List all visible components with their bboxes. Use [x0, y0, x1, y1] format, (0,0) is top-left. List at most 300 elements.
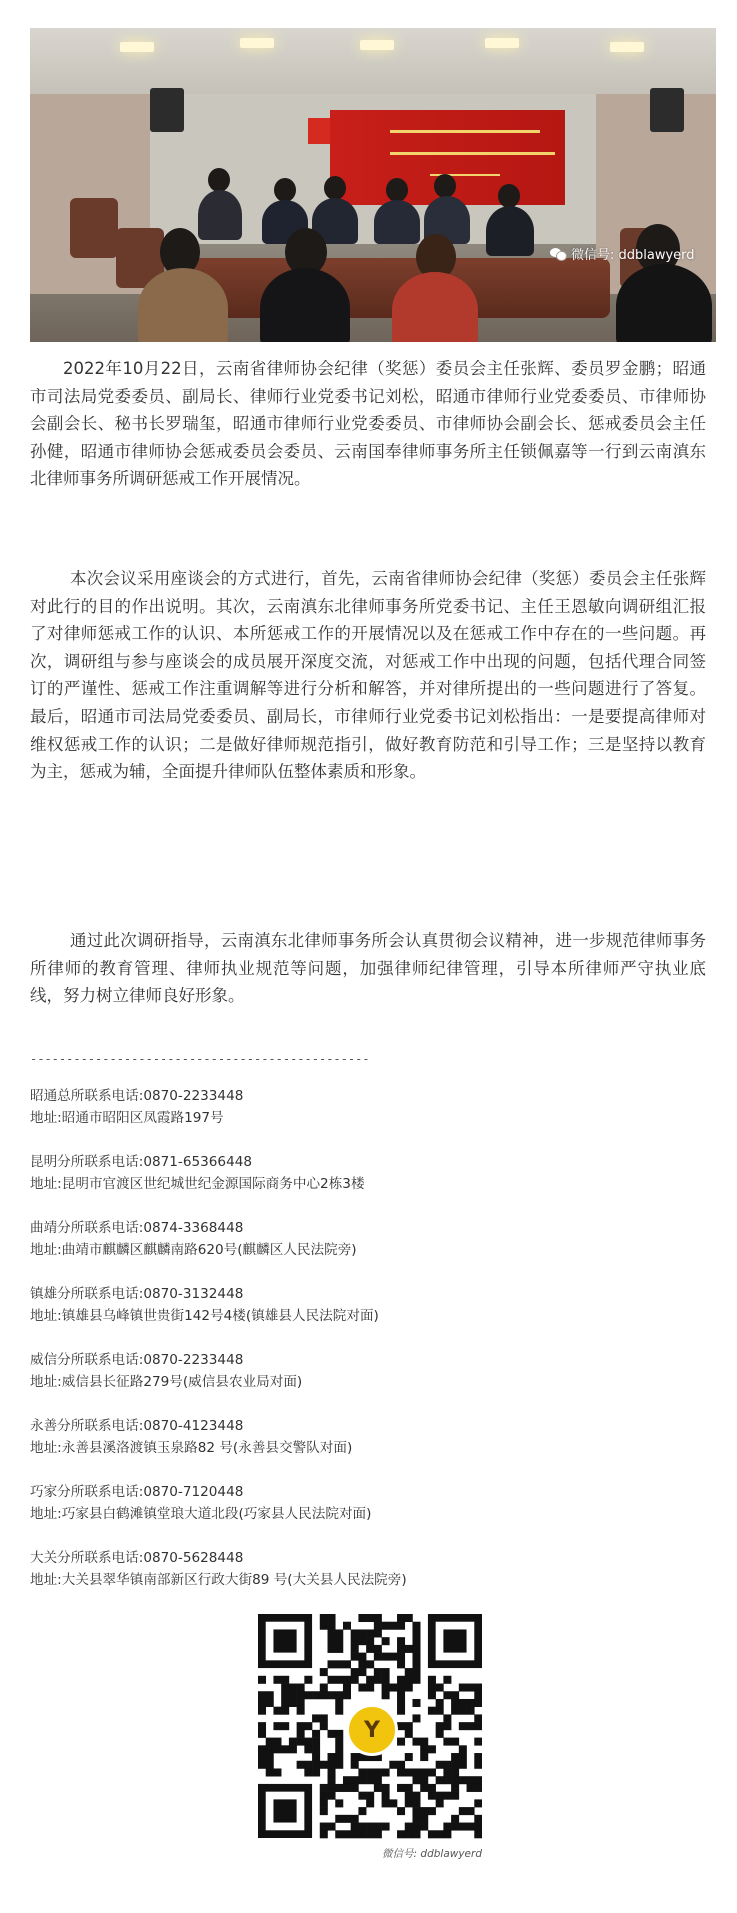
qr-module — [420, 1776, 428, 1784]
qr-module — [443, 1761, 451, 1769]
speaker — [650, 88, 684, 132]
qr-module — [328, 1776, 336, 1784]
qr-module — [412, 1823, 420, 1831]
qr-module — [358, 1637, 366, 1645]
qr-module — [343, 1784, 351, 1792]
qr-module — [258, 1745, 266, 1753]
qr-module — [397, 1660, 405, 1668]
contact-item — [30, 1283, 630, 1327]
contact-address: 地址:镇雄县乌峰镇世贵街142号4楼(镇雄县人民法院对面) — [30, 1308, 379, 1324]
qr-module — [335, 1815, 343, 1823]
qr-module — [451, 1699, 459, 1707]
qr-module — [467, 1784, 475, 1792]
qr-module — [443, 1714, 451, 1722]
qr-module — [335, 1784, 343, 1792]
contact-phone: 昭通总所联系电话:0870-2233448 — [30, 1088, 244, 1104]
ceiling-light — [240, 38, 274, 48]
contact-phone: 镇雄分所联系电话:0870-3132448 — [30, 1286, 244, 1302]
qr-module — [389, 1761, 397, 1769]
qr-module — [358, 1684, 366, 1692]
qr-module — [258, 1761, 266, 1769]
qr-module — [459, 1753, 467, 1761]
qr-module — [412, 1622, 420, 1630]
qr-module — [281, 1707, 289, 1715]
banner-text-line — [390, 130, 540, 133]
qr-finder-pattern — [273, 1799, 296, 1822]
qr-module — [335, 1745, 343, 1753]
qr-module — [266, 1738, 274, 1746]
qr-module — [405, 1753, 413, 1761]
contact-address: 地址:曲靖市麒麟区麒麟南路620号(麒麟区人民法院旁) — [30, 1242, 357, 1258]
qr-module — [389, 1653, 397, 1661]
qr-module — [474, 1714, 482, 1722]
qr-module — [428, 1792, 436, 1800]
attendee — [392, 272, 478, 342]
qr-module — [428, 1768, 436, 1776]
qr-module — [258, 1699, 266, 1707]
qr-module — [428, 1684, 436, 1692]
qr-module — [459, 1722, 467, 1730]
qr-module — [258, 1753, 266, 1761]
contact-list — [30, 1085, 630, 1613]
attendee — [324, 176, 346, 200]
qr-module — [420, 1738, 428, 1746]
qr-module — [412, 1699, 420, 1707]
contact-address: 地址:昭通市昭阳区凤霞路197号 — [30, 1110, 224, 1126]
qr-module — [358, 1768, 366, 1776]
qr-module — [474, 1799, 482, 1807]
qr-module — [358, 1660, 366, 1668]
qr-module — [382, 1637, 390, 1645]
qr-module — [343, 1676, 351, 1684]
qr-module — [320, 1714, 328, 1722]
contact-phone: 巧家分所联系电话:0870-7120448 — [30, 1484, 244, 1500]
qr-module — [405, 1799, 413, 1807]
qr-module — [459, 1707, 467, 1715]
qr-module — [397, 1676, 405, 1684]
qr-module — [405, 1730, 413, 1738]
qr-module — [304, 1691, 312, 1699]
qr-module — [312, 1753, 320, 1761]
qr-module — [343, 1622, 351, 1630]
qr-module — [374, 1830, 382, 1838]
qr-module — [320, 1799, 328, 1807]
qr-module — [397, 1622, 405, 1630]
attendee — [198, 190, 242, 240]
qr-module — [328, 1660, 336, 1668]
qr-module — [312, 1691, 320, 1699]
qr-module — [474, 1722, 482, 1730]
qr-module — [459, 1807, 467, 1815]
qr-module — [428, 1807, 436, 1815]
qr-module — [428, 1784, 436, 1792]
qr-caption: 微信号: ddblawyerd — [382, 1848, 482, 1860]
qr-module — [335, 1676, 343, 1684]
divider: ----------------------------------------------- — [30, 1052, 370, 1066]
qr-module — [335, 1761, 343, 1769]
qr-module — [412, 1830, 420, 1838]
qr-module — [389, 1684, 397, 1692]
qr-module — [258, 1691, 266, 1699]
contact-item — [30, 1151, 630, 1195]
qr-module — [358, 1830, 366, 1838]
contact-phone: 昆明分所联系电话:0871-65366448 — [30, 1154, 253, 1170]
qr-module — [420, 1768, 428, 1776]
qr-module — [397, 1684, 405, 1692]
qr-module — [397, 1807, 405, 1815]
qr-module — [467, 1722, 475, 1730]
qr-module — [382, 1823, 390, 1831]
qr-module — [397, 1830, 405, 1838]
qr-module — [320, 1691, 328, 1699]
qr-module — [351, 1645, 359, 1653]
qr-module — [312, 1730, 320, 1738]
qr-module — [382, 1676, 390, 1684]
qr-module — [412, 1807, 420, 1815]
qr-module — [343, 1684, 351, 1692]
qr-module — [382, 1768, 390, 1776]
qr-module — [312, 1745, 320, 1753]
qr-module — [374, 1768, 382, 1776]
contact-item — [30, 1547, 630, 1591]
qr-module — [297, 1722, 305, 1730]
qr-module — [358, 1668, 366, 1676]
attendee — [274, 178, 296, 202]
qr-module — [374, 1614, 382, 1622]
contact-item — [30, 1217, 630, 1261]
qr-module — [374, 1676, 382, 1684]
qr-module — [335, 1830, 343, 1838]
qr-module — [320, 1792, 328, 1800]
article-paragraph-2: 本次会议采用座谈会的方式进行，首先，云南省律师协会纪律（奖惩）委员会主任张辉对此行的目的作出说明。其次，云南滇东北律师事务所党委书记、主任王恩敏向调研组汇报了对律师惩戒工作的认识、本所惩戒工作的开展情况以及在惩戒工作中存在的一些问题。再次，调研组与参与座谈会的成员展开深度交流，对惩戒工作中出现的问题，包括代理合同签订的严谨性、惩戒工作注重调解等进行分析和解答，并对律所提出的一些问题进行了答复。最后，昭通市司法局党委委员、副局长，市律师行业党委书记刘松指出：一是要提高律师对维权惩戒工作的认识；二是做好律师规范指引，做好教育防范和引导工作；三是坚持以教育为主，惩戒为辅，全面提升律师队伍整体素质和形象。 — [30, 569, 706, 782]
qr-module — [281, 1684, 289, 1692]
photo-watermark — [550, 244, 695, 263]
attendee — [374, 200, 420, 244]
qr-module — [273, 1738, 281, 1746]
qr-module — [374, 1823, 382, 1831]
qr-module — [351, 1637, 359, 1645]
qr-module — [343, 1815, 351, 1823]
qr-module — [374, 1784, 382, 1792]
qr-module — [374, 1629, 382, 1637]
qr-module — [343, 1830, 351, 1838]
qr-module — [443, 1676, 451, 1684]
qr-module — [459, 1776, 467, 1784]
qr-module — [335, 1753, 343, 1761]
qr-module — [335, 1707, 343, 1715]
qr-module — [258, 1676, 266, 1684]
article-paragraph-3: 通过此次调研指导，云南滇东北律师事务所会认真贯彻会议精神，进一步规范律师事务所律师的教育管理、律师执业规范等问题，加强律师纪律管理，引导本所律师严守执业底线，努力树立律师良好形象。 — [30, 931, 706, 1006]
qr-module — [328, 1629, 336, 1637]
qr-module — [320, 1830, 328, 1838]
qr-module — [297, 1738, 305, 1746]
qr-module — [320, 1784, 328, 1792]
qr-module — [397, 1637, 405, 1645]
qr-module — [335, 1738, 343, 1746]
qr-module — [436, 1761, 444, 1769]
qr-module — [451, 1815, 459, 1823]
qr-module — [320, 1684, 328, 1692]
qr-module — [451, 1761, 459, 1769]
qr-module — [328, 1637, 336, 1645]
qr-module — [366, 1823, 374, 1831]
qr-module — [382, 1668, 390, 1676]
qr-module — [443, 1768, 451, 1776]
qr-module — [420, 1784, 428, 1792]
qr-module — [412, 1653, 420, 1661]
qr-module — [405, 1614, 413, 1622]
qr-module — [436, 1684, 444, 1692]
qr-module — [297, 1730, 305, 1738]
qr-module — [366, 1614, 374, 1622]
qr-module — [467, 1823, 475, 1831]
qr-module — [451, 1768, 459, 1776]
qr-module — [304, 1768, 312, 1776]
qr-module — [382, 1784, 390, 1792]
qr-module — [358, 1614, 366, 1622]
qr-module — [443, 1823, 451, 1831]
chair — [70, 198, 118, 258]
qr-module — [266, 1768, 274, 1776]
contact-phone: 大关分所联系电话:0870-5628448 — [30, 1550, 244, 1566]
qr-module — [467, 1684, 475, 1692]
qr-module — [412, 1799, 420, 1807]
qr-module — [397, 1768, 405, 1776]
qr-module — [273, 1722, 281, 1730]
qr-module — [343, 1660, 351, 1668]
qr-module — [328, 1730, 336, 1738]
qr-module — [436, 1699, 444, 1707]
qr-module — [351, 1761, 359, 1769]
qr-module — [366, 1629, 374, 1637]
qr-module — [343, 1691, 351, 1699]
qr-module — [412, 1668, 420, 1676]
qr-module — [281, 1691, 289, 1699]
qr-module — [289, 1684, 297, 1692]
attendee — [138, 268, 228, 342]
qr-module — [420, 1823, 428, 1831]
qr-module — [351, 1629, 359, 1637]
contact-phone: 永善分所联系电话:0870-4123448 — [30, 1418, 244, 1434]
qr-module — [374, 1653, 382, 1661]
qr-module — [436, 1830, 444, 1838]
qr-module — [273, 1768, 281, 1776]
qr-module — [397, 1653, 405, 1661]
qr-module — [420, 1745, 428, 1753]
qr-module — [335, 1637, 343, 1645]
qr-module — [366, 1776, 374, 1784]
qr-module — [436, 1707, 444, 1715]
qr-module — [474, 1699, 482, 1707]
qr-module — [312, 1738, 320, 1746]
qr-module — [405, 1792, 413, 1800]
qr-module — [297, 1707, 305, 1715]
qr-module — [382, 1622, 390, 1630]
qr-module — [474, 1823, 482, 1831]
qr-module — [328, 1792, 336, 1800]
qr-module — [366, 1768, 374, 1776]
qr-module — [382, 1691, 390, 1699]
qr-module — [328, 1784, 336, 1792]
qr-module — [335, 1645, 343, 1653]
qr-module — [328, 1622, 336, 1630]
qr-module — [351, 1676, 359, 1684]
qr-module — [397, 1722, 405, 1730]
qr-module — [389, 1622, 397, 1630]
attendee — [616, 264, 712, 342]
contact-item — [30, 1085, 630, 1129]
firm-logo-icon: Y — [346, 1704, 398, 1756]
qr-module — [443, 1830, 451, 1838]
qr-module — [366, 1676, 374, 1684]
qr-module — [304, 1722, 312, 1730]
qr-module — [328, 1768, 336, 1776]
qr-module — [459, 1761, 467, 1769]
qr-module — [266, 1745, 274, 1753]
qr-module — [474, 1761, 482, 1769]
qr-module — [420, 1815, 428, 1823]
speaker — [150, 88, 184, 132]
qr-module — [266, 1753, 274, 1761]
qr-module — [428, 1745, 436, 1753]
qr-module — [405, 1684, 413, 1692]
qr-module — [382, 1653, 390, 1661]
qr-module — [420, 1753, 428, 1761]
qr-module — [351, 1815, 359, 1823]
qr-module — [374, 1622, 382, 1630]
qr-module — [312, 1761, 320, 1769]
qr-module — [397, 1645, 405, 1653]
qr-module — [428, 1830, 436, 1838]
qr-module — [474, 1753, 482, 1761]
qr-module — [397, 1784, 405, 1792]
qr-module — [405, 1668, 413, 1676]
ceiling — [30, 28, 716, 98]
qr-module — [382, 1792, 390, 1800]
qr-module — [436, 1799, 444, 1807]
qr-module — [297, 1684, 305, 1692]
qr-module — [443, 1691, 451, 1699]
qr-module — [436, 1792, 444, 1800]
contact-phone: 曲靖分所联系电话:0874-3368448 — [30, 1220, 244, 1236]
qr-module — [289, 1745, 297, 1753]
qr-module — [474, 1815, 482, 1823]
qr-module — [304, 1738, 312, 1746]
qr-module — [405, 1768, 413, 1776]
qr-module — [343, 1776, 351, 1784]
qr-module — [443, 1776, 451, 1784]
qr-module — [358, 1823, 366, 1831]
qr-module — [335, 1629, 343, 1637]
qr-module — [474, 1830, 482, 1838]
qr-module — [358, 1653, 366, 1661]
qr-module — [451, 1776, 459, 1784]
qr-module — [266, 1699, 274, 1707]
qr-module — [312, 1768, 320, 1776]
qr-module — [443, 1722, 451, 1730]
qr-module — [428, 1676, 436, 1684]
qr-module — [412, 1629, 420, 1637]
qr-code[interactable] — [258, 1614, 482, 1860]
qr-module — [451, 1753, 459, 1761]
qr-module — [443, 1738, 451, 1746]
qr-module — [382, 1799, 390, 1807]
qr-module — [335, 1730, 343, 1738]
qr-module — [320, 1614, 328, 1622]
qr-module — [382, 1684, 390, 1692]
contact-item — [30, 1349, 630, 1393]
qr-module — [459, 1699, 467, 1707]
qr-module — [366, 1645, 374, 1653]
qr-module — [320, 1668, 328, 1676]
qr-module — [358, 1776, 366, 1784]
qr-module — [366, 1799, 374, 1807]
qr-module — [366, 1637, 374, 1645]
ceiling-light — [485, 38, 519, 48]
contact-address: 地址:昆明市官渡区世纪城世纪金源国际商务中心2栋3楼 — [30, 1176, 365, 1192]
qr-module — [289, 1738, 297, 1746]
qr-module — [351, 1653, 359, 1661]
contact-address: 地址:威信县长征路279号(威信县农业局对面) — [30, 1374, 303, 1390]
qr-module — [281, 1745, 289, 1753]
qr-module — [358, 1807, 366, 1815]
qr-module — [405, 1784, 413, 1792]
qr-module — [436, 1776, 444, 1784]
qr-module — [412, 1676, 420, 1684]
qr-module — [281, 1676, 289, 1684]
watermark-text: 微信号: ddblawyerd — [571, 248, 695, 263]
qr-module — [397, 1738, 405, 1746]
qr-module — [459, 1823, 467, 1831]
qr-module — [412, 1792, 420, 1800]
qr-module — [428, 1707, 436, 1715]
qr-module — [351, 1823, 359, 1831]
qr-module — [397, 1699, 405, 1707]
qr-module — [412, 1660, 420, 1668]
attendee — [434, 174, 456, 198]
qr-module — [358, 1629, 366, 1637]
qr-module — [328, 1761, 336, 1769]
qr-module — [297, 1699, 305, 1707]
meeting-photo — [30, 28, 716, 342]
qr-module — [335, 1799, 343, 1807]
qr-finder-pattern — [443, 1629, 466, 1652]
qr-module — [467, 1699, 475, 1707]
qr-module — [474, 1776, 482, 1784]
qr-module — [273, 1745, 281, 1753]
attendee — [260, 268, 350, 342]
qr-module — [436, 1730, 444, 1738]
qr-module — [397, 1707, 405, 1715]
attendee — [208, 168, 230, 192]
qr-module — [320, 1622, 328, 1630]
qr-module — [412, 1768, 420, 1776]
contact-address: 地址:大关县翠华镇南部新区行政大街89 号(大关县人民法院旁) — [30, 1572, 407, 1588]
qr-module — [351, 1784, 359, 1792]
qr-module — [335, 1699, 343, 1707]
qr-module — [474, 1691, 482, 1699]
qr-module — [328, 1676, 336, 1684]
qr-module — [328, 1614, 336, 1622]
qr-module — [443, 1792, 451, 1800]
qr-module — [366, 1792, 374, 1800]
qr-module — [412, 1738, 420, 1746]
qr-module — [451, 1738, 459, 1746]
qr-module — [374, 1645, 382, 1653]
qr-module — [312, 1714, 320, 1722]
qr-module — [389, 1799, 397, 1807]
qr-module — [281, 1722, 289, 1730]
